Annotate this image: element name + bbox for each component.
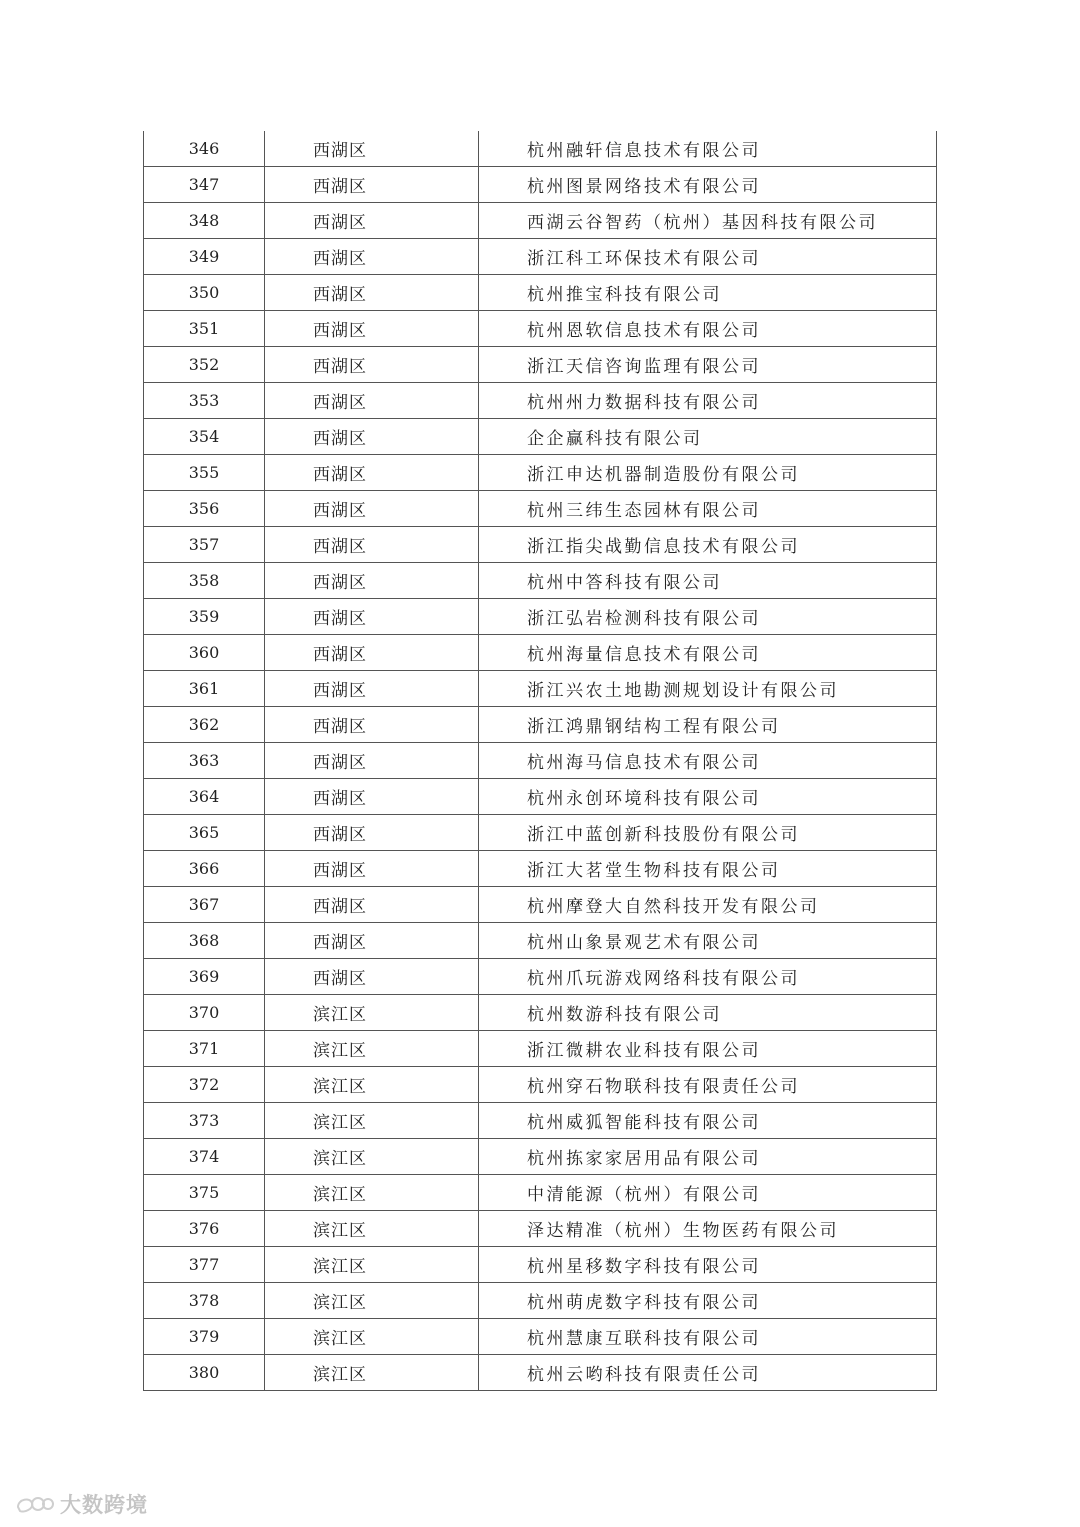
table-row [144, 455, 937, 491]
row-district: 西湖区 [265, 635, 479, 671]
row-company-name: 浙江天信咨询监理有限公司 [479, 347, 937, 383]
row-company-name: 杭州州力数据科技有限公司 [479, 383, 937, 419]
table-row [144, 815, 937, 851]
table-row [144, 491, 937, 527]
bubble-logo-icon [14, 1493, 54, 1515]
row-district: 西湖区 [265, 599, 479, 635]
row-company-name: 杭州中答科技有限公司 [479, 563, 937, 599]
table-row [144, 923, 937, 959]
table-row [144, 527, 937, 563]
row-company-name: 杭州摩登大自然科技开发有限公司 [479, 887, 937, 923]
row-company-name: 杭州威狐智能科技有限公司 [479, 1103, 937, 1139]
table-row [144, 383, 937, 419]
table-row [144, 419, 937, 455]
row-company-name: 杭州爪玩游戏网络科技有限公司 [479, 959, 937, 995]
table-row [144, 1139, 937, 1175]
row-number: 356 [144, 491, 265, 527]
row-company-name: 杭州图景网络技术有限公司 [479, 167, 937, 203]
row-number: 357 [144, 527, 265, 563]
table-row [144, 743, 937, 779]
row-number: 352 [144, 347, 265, 383]
row-district: 西湖区 [265, 167, 479, 203]
row-number: 369 [144, 959, 265, 995]
row-number: 348 [144, 203, 265, 239]
row-number: 375 [144, 1175, 265, 1211]
row-district: 滨江区 [265, 1067, 479, 1103]
row-company-name: 杭州恩软信息技术有限公司 [479, 311, 937, 347]
row-company-name: 杭州拣家家居用品有限公司 [479, 1139, 937, 1175]
row-district: 滨江区 [265, 995, 479, 1031]
table-row [144, 1175, 937, 1211]
row-district: 西湖区 [265, 131, 479, 167]
row-district: 西湖区 [265, 383, 479, 419]
row-company-name: 泽达精准（杭州）生物医药有限公司 [479, 1211, 937, 1247]
table-row [144, 959, 937, 995]
row-number: 354 [144, 419, 265, 455]
row-number: 358 [144, 563, 265, 599]
row-district: 滨江区 [265, 1031, 479, 1067]
row-company-name: 杭州推宝科技有限公司 [479, 275, 937, 311]
row-district: 滨江区 [265, 1103, 479, 1139]
row-number: 374 [144, 1139, 265, 1175]
row-district: 西湖区 [265, 815, 479, 851]
row-district: 西湖区 [265, 851, 479, 887]
row-district: 西湖区 [265, 347, 479, 383]
row-company-name: 杭州海量信息技术有限公司 [479, 635, 937, 671]
row-number: 372 [144, 1067, 265, 1103]
row-number: 377 [144, 1247, 265, 1283]
row-company-name: 浙江申达机器制造股份有限公司 [479, 455, 937, 491]
row-district: 西湖区 [265, 527, 479, 563]
row-district: 西湖区 [265, 707, 479, 743]
row-company-name: 杭州永创环境科技有限公司 [479, 779, 937, 815]
row-district: 西湖区 [265, 743, 479, 779]
row-company-name: 杭州融轩信息技术有限公司 [479, 131, 937, 167]
row-company-name: 西湖云谷智药（杭州）基因科技有限公司 [479, 203, 937, 239]
row-company-name: 杭州云哟科技有限责任公司 [479, 1355, 937, 1391]
table-row [144, 311, 937, 347]
row-number: 347 [144, 167, 265, 203]
row-number: 365 [144, 815, 265, 851]
table-row [144, 707, 937, 743]
table-row [144, 995, 937, 1031]
row-district: 西湖区 [265, 203, 479, 239]
row-district: 滨江区 [265, 1355, 479, 1391]
table-row [144, 1211, 937, 1247]
row-company-name: 杭州山象景观艺术有限公司 [479, 923, 937, 959]
row-company-name: 杭州数游科技有限公司 [479, 995, 937, 1031]
row-number: 378 [144, 1283, 265, 1319]
row-district: 西湖区 [265, 887, 479, 923]
row-company-name: 浙江微耕农业科技有限公司 [479, 1031, 937, 1067]
table-row [144, 1247, 937, 1283]
row-district: 西湖区 [265, 923, 479, 959]
row-company-name: 企企赢科技有限公司 [479, 419, 937, 455]
row-district: 滨江区 [265, 1175, 479, 1211]
row-company-name: 杭州星移数字科技有限公司 [479, 1247, 937, 1283]
row-district: 西湖区 [265, 959, 479, 995]
row-district: 西湖区 [265, 239, 479, 275]
row-number: 380 [144, 1355, 265, 1391]
row-district: 西湖区 [265, 671, 479, 707]
row-company-name: 浙江中蓝创新科技股份有限公司 [479, 815, 937, 851]
row-company-name: 浙江大茗堂生物科技有限公司 [479, 851, 937, 887]
table-row [144, 131, 937, 167]
row-number: 373 [144, 1103, 265, 1139]
row-company-name: 浙江兴农土地勘测规划设计有限公司 [479, 671, 937, 707]
table-row [144, 599, 937, 635]
row-number: 362 [144, 707, 265, 743]
row-number: 366 [144, 851, 265, 887]
row-district: 西湖区 [265, 491, 479, 527]
row-number: 368 [144, 923, 265, 959]
row-number: 346 [144, 131, 265, 167]
row-district: 滨江区 [265, 1139, 479, 1175]
row-number: 367 [144, 887, 265, 923]
table-row [144, 671, 937, 707]
row-company-name: 杭州萌虎数字科技有限公司 [479, 1283, 937, 1319]
row-company-name: 杭州穿石物联科技有限责任公司 [479, 1067, 937, 1103]
table-row [144, 203, 937, 239]
row-number: 379 [144, 1319, 265, 1355]
row-district: 西湖区 [265, 455, 479, 491]
row-company-name: 浙江科工环保技术有限公司 [479, 239, 937, 275]
table-row [144, 635, 937, 671]
company-table [143, 131, 937, 1391]
row-district: 滨江区 [265, 1211, 479, 1247]
table-row [144, 239, 937, 275]
row-number: 370 [144, 995, 265, 1031]
table-row [144, 1031, 937, 1067]
table-row [144, 347, 937, 383]
row-district: 滨江区 [265, 1319, 479, 1355]
row-number: 361 [144, 671, 265, 707]
row-number: 360 [144, 635, 265, 671]
row-number: 371 [144, 1031, 265, 1067]
row-company-name: 杭州慧康互联科技有限公司 [479, 1319, 937, 1355]
watermark-text: 大数跨境 [60, 1493, 148, 1517]
row-company-name: 浙江弘岩检测科技有限公司 [479, 599, 937, 635]
row-company-name: 浙江指尖战勤信息技术有限公司 [479, 527, 937, 563]
row-district: 西湖区 [265, 311, 479, 347]
row-district: 滨江区 [265, 1247, 479, 1283]
table-row [144, 887, 937, 923]
row-district: 滨江区 [265, 1283, 479, 1319]
row-number: 351 [144, 311, 265, 347]
row-number: 364 [144, 779, 265, 815]
row-number: 349 [144, 239, 265, 275]
row-number: 376 [144, 1211, 265, 1247]
row-district: 西湖区 [265, 563, 479, 599]
table-row [144, 1283, 937, 1319]
row-company-name: 杭州三纬生态园林有限公司 [479, 491, 937, 527]
row-company-name: 中清能源（杭州）有限公司 [479, 1175, 937, 1211]
row-district: 西湖区 [265, 419, 479, 455]
watermark [14, 1491, 148, 1517]
table-row [144, 779, 937, 815]
row-number: 355 [144, 455, 265, 491]
table-row [144, 1319, 937, 1355]
row-district: 西湖区 [265, 275, 479, 311]
row-number: 350 [144, 275, 265, 311]
row-number: 363 [144, 743, 265, 779]
row-company-name: 浙江鸿鼎钢结构工程有限公司 [479, 707, 937, 743]
row-company-name: 杭州海马信息技术有限公司 [479, 743, 937, 779]
table-row [144, 1067, 937, 1103]
table-row [144, 275, 937, 311]
table-row [144, 1103, 937, 1139]
row-number: 353 [144, 383, 265, 419]
table-row [144, 1355, 937, 1391]
row-number: 359 [144, 599, 265, 635]
row-district: 西湖区 [265, 779, 479, 815]
table-row [144, 851, 937, 887]
table-row [144, 563, 937, 599]
table-row [144, 167, 937, 203]
company-table-body [144, 131, 937, 1391]
